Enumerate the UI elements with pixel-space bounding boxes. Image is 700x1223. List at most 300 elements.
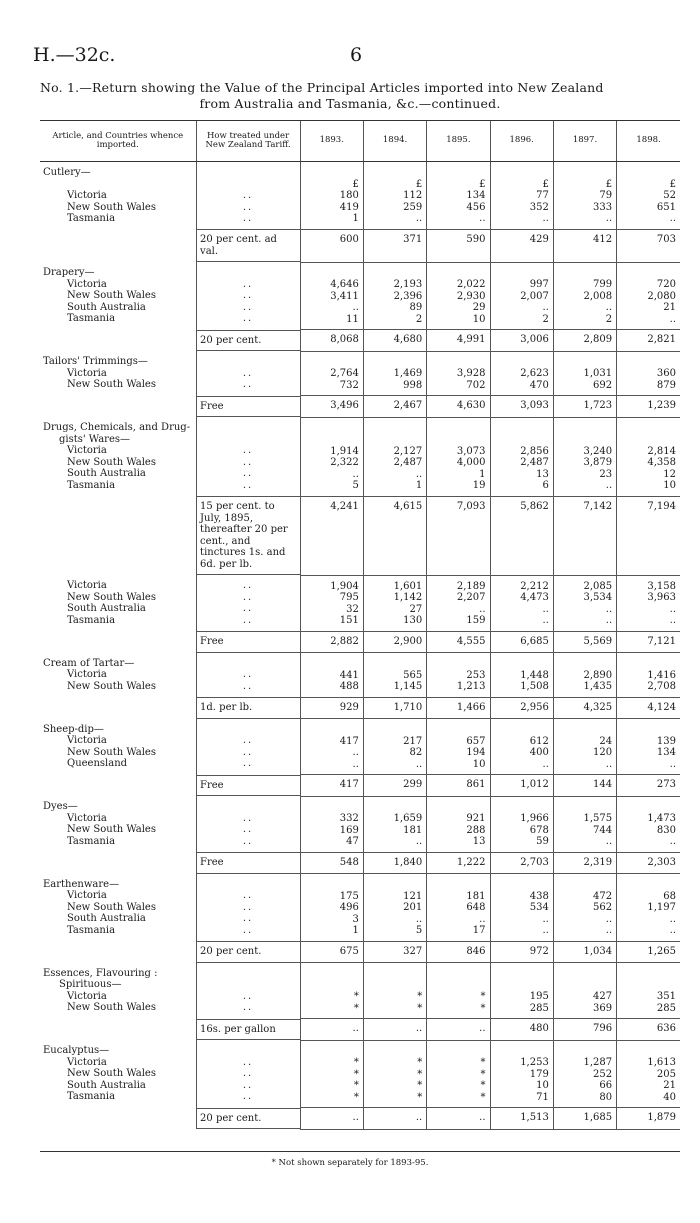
spacer <box>367 968 422 980</box>
spacer <box>620 658 676 670</box>
spacer <box>494 968 549 980</box>
import-value: 1,914 <box>330 445 359 457</box>
spacer <box>304 423 359 435</box>
year-value-cell <box>490 963 553 1019</box>
spacer <box>200 724 297 736</box>
country-name: Tasmania <box>67 1091 116 1102</box>
total-value: 4,680 <box>363 330 426 352</box>
total-value: 1,723 <box>553 396 616 418</box>
import-value: 285 <box>656 1002 676 1014</box>
total-value: 703 <box>617 229 680 262</box>
article-name: Eucalyptus— <box>43 1045 110 1056</box>
total-value: 846 <box>427 941 490 963</box>
import-value: 2,207 <box>456 592 486 603</box>
import-value: * <box>480 1002 486 1014</box>
spacer <box>200 179 297 191</box>
spacer <box>200 1045 297 1057</box>
spacer <box>494 167 549 179</box>
tariff-treatment: Free <box>196 775 300 797</box>
import-value: 17 <box>472 925 486 936</box>
import-value: * <box>480 1091 486 1103</box>
import-value: 1,473 <box>647 813 676 824</box>
import-value: * <box>417 1068 423 1080</box>
total-value: 2,703 <box>490 852 553 874</box>
spacer <box>304 724 359 736</box>
import-value: 488 <box>339 681 359 692</box>
total-value: 7,121 <box>617 631 680 653</box>
spacer <box>430 268 485 280</box>
import-value: 1,966 <box>520 813 549 824</box>
currency-unit: £ <box>542 178 549 190</box>
import-value: 417 <box>339 735 359 747</box>
article-cell <box>40 719 196 775</box>
total-value: 4,615 <box>363 496 426 575</box>
article-cell <box>40 262 196 330</box>
import-value: * <box>417 1057 423 1068</box>
import-value: 1,575 <box>583 813 613 824</box>
year-value-cell <box>617 796 680 852</box>
import-value: .. <box>669 213 676 224</box>
total-value: 590 <box>427 229 490 262</box>
import-value: 427 <box>593 991 613 1002</box>
import-value: * <box>417 1002 423 1014</box>
year-value-cell <box>617 162 680 230</box>
import-value: 732 <box>339 379 359 391</box>
year-value-cell <box>490 162 553 230</box>
import-value: 77 <box>536 190 549 201</box>
import-value: 1 <box>479 468 486 480</box>
year-value-cell <box>617 417 680 496</box>
year-value-cell <box>553 162 616 230</box>
total-value: 1,034 <box>553 941 616 963</box>
import-value: 175 <box>339 890 359 902</box>
total-value: 972 <box>490 941 553 963</box>
blank-cell <box>40 396 196 418</box>
spacer <box>557 434 612 446</box>
import-value: 648 <box>466 902 486 913</box>
year-value-cell <box>617 262 680 330</box>
total-value: .. <box>427 1108 490 1130</box>
import-value: 1,145 <box>393 681 423 692</box>
year-value-cell <box>427 1040 490 1108</box>
import-value: .. <box>605 913 613 925</box>
import-value: * <box>480 991 486 1002</box>
year-value-cell <box>427 162 490 230</box>
spacer <box>620 724 676 736</box>
import-value: * <box>480 1057 486 1068</box>
import-value: 1,659 <box>393 813 423 824</box>
import-value: 2 <box>605 313 613 325</box>
treatment-cell <box>196 653 300 698</box>
import-value: 3,963 <box>647 592 676 603</box>
section-data-row <box>40 1040 680 1108</box>
import-value: .. <box>605 925 613 936</box>
import-value: 456 <box>466 201 486 213</box>
import-value: .. <box>479 913 486 925</box>
import-value: .. <box>415 913 423 925</box>
year-value-cell <box>300 796 363 852</box>
spacer <box>557 980 612 992</box>
section-total-row <box>40 1108 680 1130</box>
import-value: 120 <box>593 747 613 758</box>
country-name: Tasmania <box>67 479 116 491</box>
year-value-cell <box>363 1040 426 1108</box>
spacer <box>494 658 549 670</box>
import-value: 1 <box>352 213 359 224</box>
total-value: 8,068 <box>300 330 363 352</box>
country-name: New South Wales <box>67 680 156 692</box>
import-value: 1,904 <box>330 580 359 592</box>
total-value: 600 <box>300 229 363 262</box>
blank-cell <box>40 330 196 352</box>
import-value: 1,448 <box>520 669 549 681</box>
import-value: 998 <box>403 379 423 391</box>
import-value: 2,127 <box>393 445 423 457</box>
year-value-cell <box>490 262 553 330</box>
total-value: 1,840 <box>363 852 426 874</box>
import-value: 3,928 <box>456 368 486 379</box>
spacer <box>494 434 549 446</box>
spacer <box>620 968 676 980</box>
import-value: 89 <box>409 302 423 313</box>
treatment-cell <box>196 1040 300 1108</box>
year-value-cell <box>363 575 426 631</box>
treatment-leader: .. <box>242 213 254 224</box>
spacer <box>494 724 549 736</box>
tariff-treatment: 16s. per gallon <box>196 1019 300 1041</box>
column-header: Article, and Countries whence imported. <box>40 121 196 162</box>
year-value-cell <box>300 874 363 942</box>
year-value-cell <box>617 874 680 942</box>
country-name: Victoria <box>67 278 107 290</box>
section-total-row <box>40 852 680 874</box>
import-value: 2,856 <box>520 445 549 457</box>
import-value: 79 <box>599 190 613 201</box>
article-name: Sheep-dip— <box>43 723 104 735</box>
year-value-cell <box>300 653 363 698</box>
import-value: 997 <box>529 279 549 290</box>
import-value: 10 <box>472 313 486 325</box>
table-header-row <box>40 121 680 162</box>
import-value: 2,080 <box>647 290 676 302</box>
import-value: 82 <box>409 747 423 758</box>
total-value: 4,630 <box>427 396 490 418</box>
article-cell <box>40 963 196 1019</box>
total-value: 1,466 <box>427 697 490 719</box>
spacer <box>557 357 612 369</box>
import-value: .. <box>605 615 613 626</box>
import-value: 2,193 <box>393 279 423 290</box>
import-value: 2,623 <box>520 368 549 379</box>
import-value: * <box>353 1002 359 1014</box>
import-value: 351 <box>656 991 676 1002</box>
year-value-cell <box>300 162 363 230</box>
country-name: South Australia <box>67 913 146 924</box>
treatment-cell <box>196 262 300 330</box>
import-value: 159 <box>466 615 486 626</box>
treatment-leader: .. <box>242 479 254 491</box>
spacer <box>620 980 676 992</box>
import-value: .. <box>542 615 549 626</box>
total-value: 2,882 <box>300 631 363 653</box>
country-name: New South Wales <box>67 379 156 390</box>
country-name: Victoria <box>67 367 107 379</box>
import-value: 1,469 <box>393 368 423 379</box>
import-value: .. <box>415 213 423 224</box>
import-value: * <box>353 1068 359 1080</box>
import-value: 4,646 <box>330 279 359 290</box>
import-value: 10 <box>663 480 676 491</box>
section-data-row <box>40 874 680 942</box>
import-value: 134 <box>656 747 676 758</box>
import-value: 692 <box>593 379 613 391</box>
year-value-cell <box>490 417 553 496</box>
spacer <box>367 980 422 992</box>
total-value: 2,956 <box>490 697 553 719</box>
import-value: 130 <box>403 615 423 626</box>
blank-cell <box>40 631 196 653</box>
total-value: 1,265 <box>617 941 680 963</box>
import-value: 59 <box>536 836 549 847</box>
import-value: 1,435 <box>583 681 613 692</box>
import-value: 27 <box>409 603 423 615</box>
total-value: 1,685 <box>553 1108 616 1130</box>
treatment-leader: .. <box>242 1091 254 1102</box>
country-name: Victoria <box>67 990 107 1002</box>
country-name: New South Wales <box>67 290 156 301</box>
import-value: 5 <box>415 925 423 936</box>
total-value: 548 <box>300 852 363 874</box>
treatment-leader: .. <box>242 445 254 456</box>
treatment-leader: .. <box>242 190 254 201</box>
import-value: * <box>417 991 423 1002</box>
import-value: 6 <box>542 480 549 491</box>
treatment-leader: .. <box>242 890 254 901</box>
column-header: How treated under New Zealand Tariff. <box>196 121 300 162</box>
year-value-cell <box>490 796 553 852</box>
treatment-leader: .. <box>242 735 254 746</box>
year-value-cell <box>427 719 490 775</box>
import-value: 2,930 <box>456 290 486 302</box>
tariff-treatment: 20 per cent. <box>196 1108 300 1130</box>
country-name: New South Wales <box>67 1002 156 1013</box>
article-name: Essences, Flavouring : <box>43 967 158 979</box>
import-value: 3,879 <box>583 457 613 468</box>
import-value: 1,601 <box>393 580 423 592</box>
import-value: 1,197 <box>647 902 676 913</box>
import-value: 21 <box>663 1080 676 1091</box>
import-value: 253 <box>466 669 486 681</box>
import-value: 5 <box>352 480 359 491</box>
total-value: 1,222 <box>427 852 490 874</box>
article-name: Dyes— <box>43 801 78 812</box>
import-value: 121 <box>403 890 423 902</box>
import-value: 24 <box>599 735 613 747</box>
total-value: 7,142 <box>553 496 616 575</box>
spacer <box>430 357 485 369</box>
import-value: 678 <box>529 824 549 836</box>
year-value-cell <box>553 262 616 330</box>
import-value: 3,158 <box>647 580 676 592</box>
country-name: New South Wales <box>67 201 156 213</box>
import-value: 472 <box>593 890 613 902</box>
country-name: South Australia <box>67 1079 146 1091</box>
article-cell <box>40 653 196 698</box>
treatment-leader: .. <box>242 901 254 913</box>
import-value: .. <box>415 758 423 770</box>
year-value-cell <box>617 1040 680 1108</box>
spacer <box>557 802 612 814</box>
import-value: 4,358 <box>647 457 676 468</box>
spacer <box>557 1046 612 1058</box>
spacer <box>304 802 359 814</box>
import-value: 112 <box>403 190 423 201</box>
section-data-row <box>40 796 680 852</box>
import-value: 3,534 <box>583 592 613 603</box>
spacer <box>304 167 359 179</box>
import-value: 2,085 <box>583 580 613 592</box>
spacer <box>430 658 485 670</box>
column-header: 1896. <box>490 121 553 162</box>
import-value: 3,073 <box>456 445 486 457</box>
import-value: 201 <box>403 902 423 913</box>
spacer <box>430 434 485 446</box>
treatment-cell <box>196 874 300 942</box>
import-value: 13 <box>536 468 549 480</box>
year-value-cell <box>363 162 426 230</box>
page-number: 6 <box>350 44 363 66</box>
total-value: 796 <box>553 1019 616 1041</box>
spacer <box>304 658 359 670</box>
spacer <box>430 980 485 992</box>
treatment-leader: .. <box>242 468 254 479</box>
spacer <box>494 1046 549 1058</box>
import-value: 2 <box>415 313 423 325</box>
treatment-leader: .. <box>242 680 254 692</box>
section-data-row <box>40 417 680 496</box>
import-value: 134 <box>466 190 486 201</box>
total-value: 2,821 <box>617 330 680 352</box>
total-value: 371 <box>363 229 426 262</box>
spacer <box>367 802 422 814</box>
import-value: 799 <box>593 279 613 290</box>
treatment-leader: .. <box>242 669 254 680</box>
import-value: 562 <box>593 902 613 913</box>
import-value: .. <box>542 213 549 224</box>
import-value: 2,008 <box>583 290 613 302</box>
import-value: * <box>480 1080 486 1091</box>
import-value: 19 <box>472 480 486 491</box>
spacer <box>494 268 549 280</box>
spacer <box>43 179 193 191</box>
spacer <box>367 268 422 280</box>
import-value: 259 <box>403 201 423 213</box>
year-value-cell <box>490 874 553 942</box>
currency-unit: £ <box>669 178 676 190</box>
country-name: Victoria <box>67 812 107 824</box>
year-value-cell <box>617 653 680 698</box>
section-total-row <box>40 697 680 719</box>
section-data-row <box>40 162 680 230</box>
import-value: 139 <box>656 735 676 747</box>
import-value: 12 <box>663 468 676 480</box>
spacer <box>304 268 359 280</box>
year-value-cell <box>427 963 490 1019</box>
year-value-cell <box>490 1040 553 1108</box>
spacer <box>367 658 422 670</box>
import-value: 369 <box>593 1002 613 1014</box>
spacer <box>494 879 549 891</box>
year-value-cell <box>300 351 363 396</box>
country-name: New South Wales <box>67 901 156 913</box>
treatment-leader: .. <box>242 835 254 847</box>
year-value-cell <box>553 653 616 698</box>
import-value: 2,890 <box>583 669 613 681</box>
import-value: 29 <box>472 302 486 313</box>
section-total-row <box>40 1019 680 1041</box>
country-name: South Australia <box>67 301 146 313</box>
import-value: 10 <box>472 758 486 770</box>
treatment-leader: .. <box>242 603 254 614</box>
total-value: 299 <box>363 775 426 797</box>
year-value-cell <box>300 963 363 1019</box>
import-value: 496 <box>339 902 359 913</box>
treatment-leader: .. <box>242 990 254 1002</box>
treatment-leader: .. <box>242 591 254 603</box>
year-value-cell <box>300 1040 363 1108</box>
total-value: 2,303 <box>617 852 680 874</box>
import-value: 1 <box>415 480 423 491</box>
spacer <box>304 980 359 992</box>
spacer <box>557 268 612 280</box>
import-value: 179 <box>529 1068 549 1080</box>
total-value: 1,879 <box>617 1108 680 1130</box>
spacer <box>200 167 297 179</box>
section-total-row <box>40 396 680 418</box>
article-cell <box>40 351 196 396</box>
year-value-cell <box>553 719 616 775</box>
import-value: 332 <box>339 813 359 824</box>
blank-cell <box>40 775 196 797</box>
import-value: 151 <box>339 615 359 626</box>
spacer <box>304 968 359 980</box>
section-total-row <box>40 941 680 963</box>
section-total-row <box>40 229 680 262</box>
total-value: .. <box>363 1019 426 1041</box>
treatment-cell <box>196 417 300 496</box>
total-value: 412 <box>553 229 616 262</box>
total-value: 2,900 <box>363 631 426 653</box>
year-value-cell <box>617 963 680 1019</box>
import-return-table <box>40 120 680 1130</box>
spacer <box>367 167 422 179</box>
year-value-cell <box>553 351 616 396</box>
section-data-row <box>40 653 680 698</box>
treatment-leader: .. <box>242 812 254 824</box>
treatment-cell <box>196 719 300 775</box>
treatment-leader: .. <box>242 379 254 390</box>
total-value: 929 <box>300 697 363 719</box>
import-value: 2,487 <box>393 457 423 468</box>
spacer <box>200 434 297 446</box>
import-value: 3,411 <box>330 290 359 302</box>
year-value-cell <box>490 719 553 775</box>
total-value: .. <box>363 1108 426 1130</box>
import-value: .. <box>352 468 359 480</box>
spacer <box>367 423 422 435</box>
import-value: 651 <box>656 201 676 213</box>
total-value: 429 <box>490 229 553 262</box>
